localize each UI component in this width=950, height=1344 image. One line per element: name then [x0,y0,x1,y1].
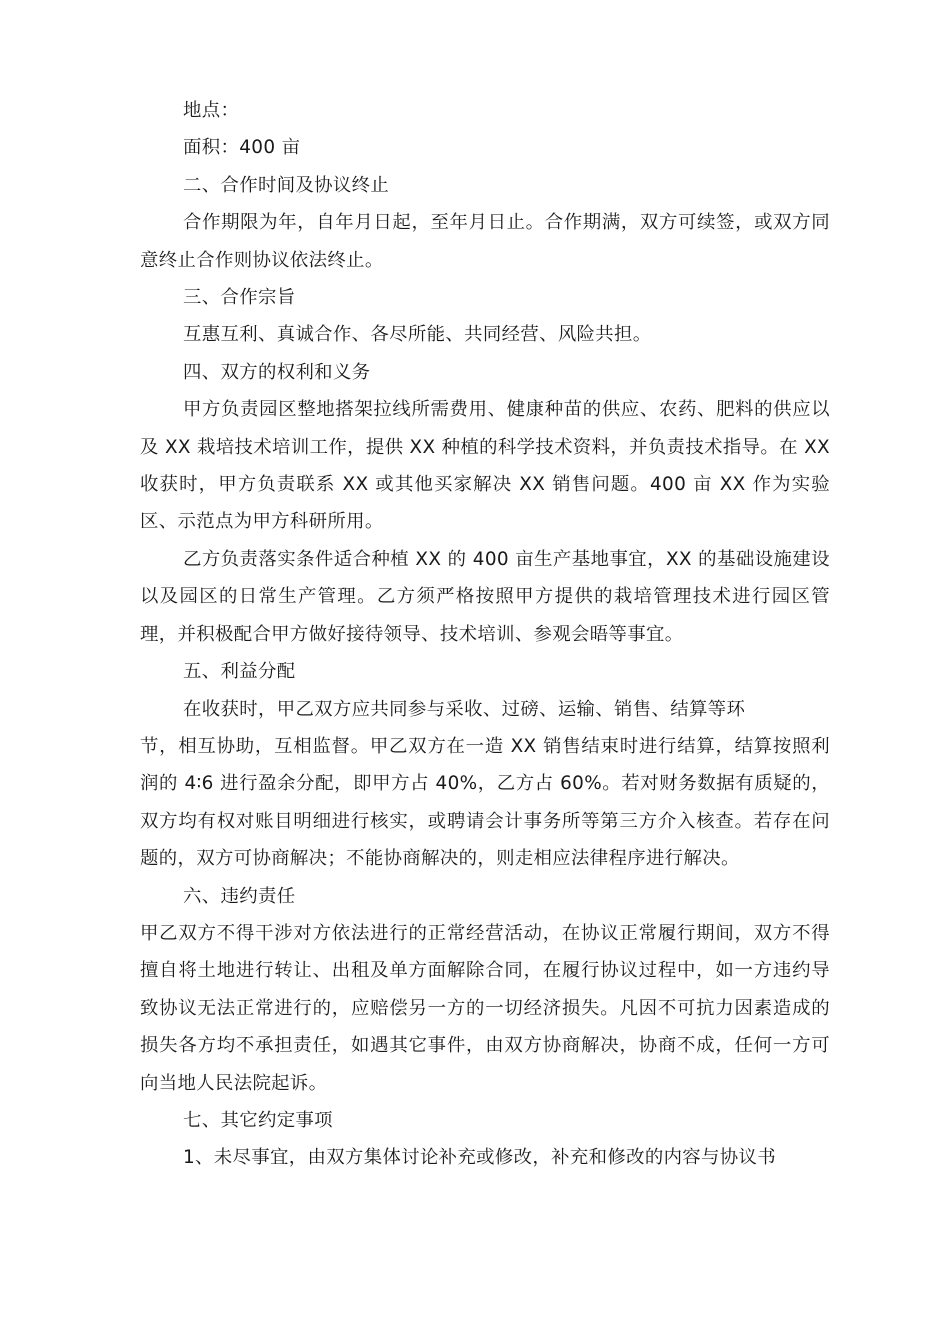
location-line: 地点： [183,100,240,121]
section-heading-cooperation-term: 二、合作时间及协议终止 [183,174,390,196]
section-heading-profit-distribution: 五、利益分配 [183,661,296,683]
document-body [140,92,830,1177]
section-text-purpose: 互惠互利、真诚合作、各尽所能、共同经营、风险共担。 [183,324,652,346]
section-text-cooperation-term: 合作期限为年，自年月日起，至年月日止。合作期满，双方可续签，或双方同意终止合作则协议依法终止。 [140,212,830,271]
section-heading-breach-liability: 六、违约责任 [183,885,296,907]
section-text-breach-liability: 甲乙双方不得干涉对方依法进行的正常经营活动，在协议正常履行期间，双方不得擅自将土地进行转让、出租及单方面解除合同，在履行协议过程中，如一方违约导致协议无法正常进行的，应赔偿另一方的一切经济损失。凡因不可抗力因素造成的损失各方均不承担责任，如遇其它事件，由双方协商解决，协商不成，任何一方可向当地人民法院起诉。 [140,922,830,1094]
section-text-party-b-duties: 乙方负责落实条件适合种植 XX 的 400 亩生产基地事宜，XX 的基础设施建设以及园区的日常生产管理。乙方须严格按照甲方提供的栽培管理技术进行园区管理，并积极配合甲方做好接待领导、技术培训、参观会晤等事宜。 [140,548,830,645]
section-heading-purpose: 三、合作宗旨 [183,287,296,309]
section-text-profit-distribution: 节，相互协助，互相监督。甲乙双方在一造 XX 销售结束时进行结算，结算按照利润的 4∶6 进行盈余分配，即甲方占 40%，乙方占 60%。若对财务数据有质疑的，双方均有权对账目明细进行核实，或聘请会计事务所等第三方介入核查。若存在问题的，双方可协商解决；不能协商解决的，则走相应法律程序进行解决。 [140,735,830,870]
section-text-other-matters-item1: 1、未尽事宜，由双方集体讨论补充或修改，补充和修改的内容与协议书 [183,1147,777,1169]
section-heading-rights-obligations: 四、双方的权利和义务 [183,361,371,383]
section-text-party-a-duties: 甲方负责园区整地搭架拉线所需费用、健康种苗的供应、农药、肥料的供应以及 XX 栽培技术培训工作，提供 XX 种植的科学技术资料，并负责技术指导。在 XX 收获时，甲方负责联系 XX 或其他买家解决 XX 销售问题。400 亩 XX 作为实验区、示范点为甲方科研所用。 [140,399,830,533]
section-heading-other-matters: 七、其它约定事项 [183,1109,333,1131]
area-line: 面积：400 亩 [183,137,301,159]
section-text-profit-distribution-line1: 在收获时，甲乙双方应共同参与采收、过磅、运输、销售、结算等环 [183,698,746,720]
